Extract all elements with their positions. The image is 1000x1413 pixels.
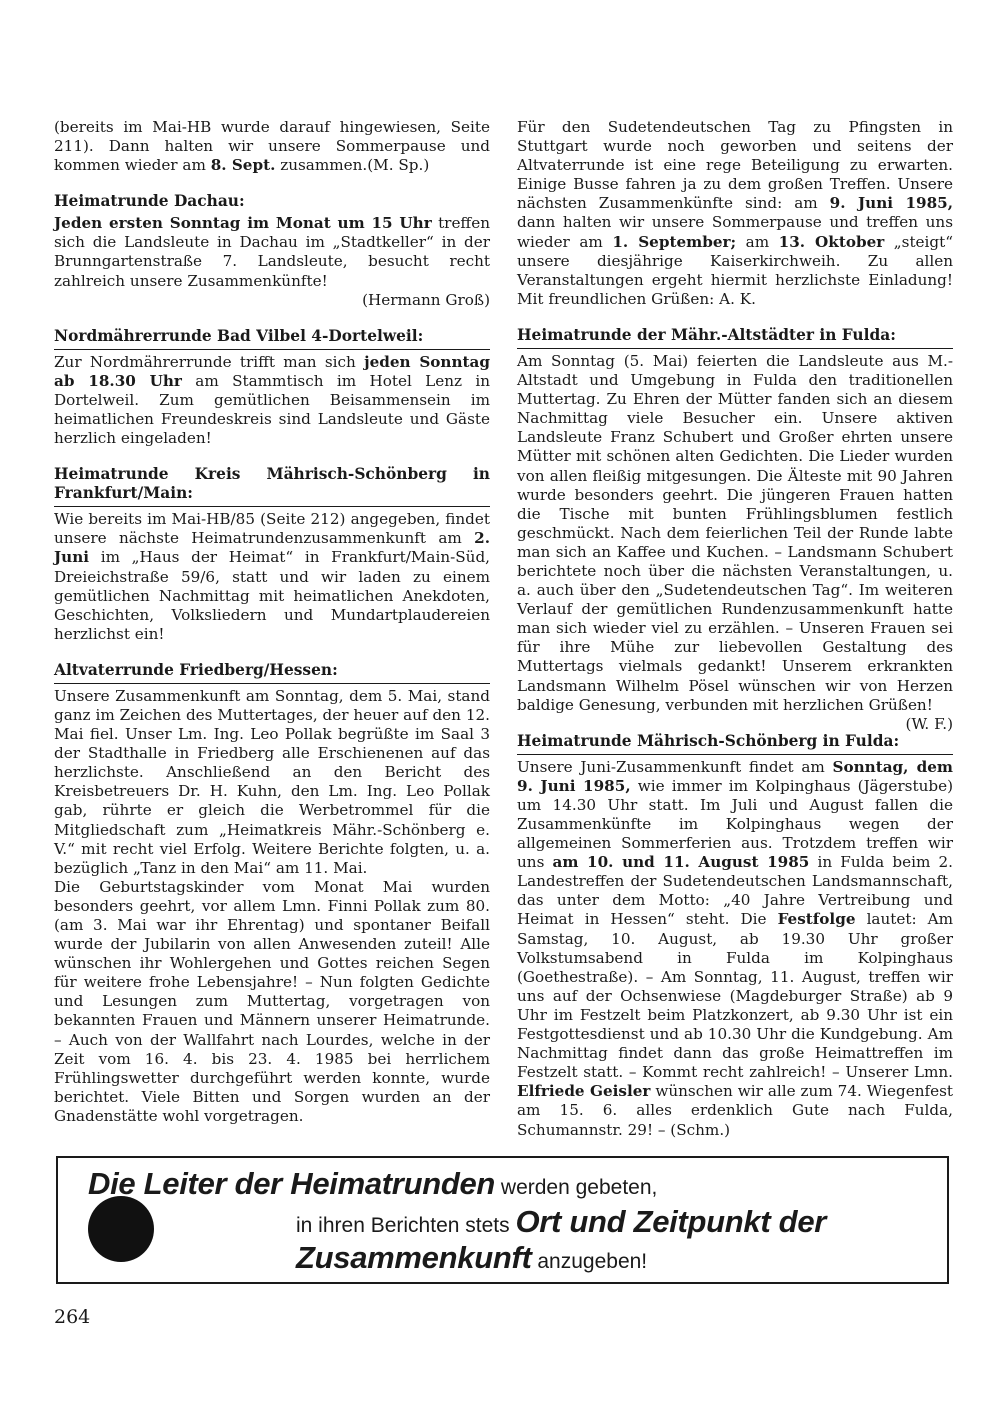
heading-frankfurt: Heimatrunde Kreis Mährisch-Schönberg in Frankfurt/Main: bbox=[54, 465, 490, 503]
intro-paragraph: (bereits im Mai-HB wurde darauf hingewiesen, Seite 211). Dann halten wir unsere Sommerpause und kommen wieder am 8. Sept. zusammen.(M. Sp.) bbox=[54, 118, 490, 175]
heading-rule bbox=[517, 754, 953, 755]
vilbel-paragraph: Zur Nordmährerrunde trifft man sich jeden Sonntag ab 18.30 Uhr am Stammtisch im Hotel Lenz in Dortelweil. Zum gemütlichen Beisammensein im heimatlichen Freundeskreis sind Landsleute und Gäste herzlich eingeladen! bbox=[54, 352, 490, 448]
left-column bbox=[54, 118, 490, 1143]
intro-continuation bbox=[54, 118, 490, 175]
altstaedter-paragraph: Am Sonntag (5. Mai) feierten die Landsleute aus M.-Altstadt und Umgebung in Fulda den traditionellen Muttertag. Zu Ehren der Mütter fanden sich an diesem Nachmittag viele Besucher ein. Unsere aktiven Landsleute Franz Schubert und Großer ehrten unsere Mütter mit schönen alten Gedichten. Die Lieder wurden von allen fleißig mitgesungen. Die Älteste mit 90 Jahren wurde besonders geehrt. Die jüngeren Frauen hatten die Tische mit bunten Frühlingsblumen festlich geschmückt. Nach dem feierlichen Teil der Runde labte man sich an Kaffee und Kuchen. – Landsmann Schubert berichtete noch über die nächsten Veranstaltungen, u. a. auch über den „Sudetendeutschen Tag“. Im weiteren Verlauf der gemütlichen Rundenzusammenkunft hatte man sich wieder viel zu erzählen. – Unseren Frauen sei für ihre Mühe zur liebevollen Gestaltung des Muttertags vielmals gedankt! Unserem erkrankten Landsmann Wilhelm Pösel wünschen wir von Herzen baldige Genesung, verbunden mit herzlichen Grüßen! (W. F.) bbox=[517, 351, 953, 733]
notice-box bbox=[56, 1156, 949, 1284]
sudeten-paragraph: Für den Sudetendeutschen Tag zu Pfingsten in Stuttgart wurde noch geworben und seitens der Altvaterrunde ist eine rege Beteiligung zu erwarten. Einige Busse fahren ja zu dem großen Treffen. Unsere nächsten Zusammenkünfte sind: am 9. Juni 1985, dann halten wir unsere Sommerpause und treffen uns wieder am 1. September; am 13. Oktober „steigt“ unsere diesjährige Kaiserkirchweih. Zu allen Veranstaltungen ergeht hiermit herzlichste Einladung! Mit freundlichen Grüßen: A. K. bbox=[517, 118, 954, 308]
heading-friedberg: Altvaterrunde Friedberg/Hessen: bbox=[54, 660, 338, 679]
friedberg-paragraph-1: Unsere Zusammenkunft am Sonntag, dem 5. Mai, stand ganz im Zeichen des Muttertages, der heuer auf den 12. Mai fiel. Unser Lm. Ing. Leo Pollak begrüßte im Saal 3 der Stadthalle in Friedberg alle Erschienenen auf das herzlichste. Anschließend an den Bericht des Kreisbetreuers Dr. H. Kuhn, den Lm. Ing. Leo Pollak gab, rührte er gleich die Werbetrommel für die Mitgliedschaft zum „Heimatkreis Mähr.-Schönberg e. V.“ mit recht viel Erfolg. Weitere Berichte folgten, u. a. bezüglich „Tanz in den Mai“ am 11. Mai. bbox=[54, 686, 490, 877]
heading-rule bbox=[54, 506, 490, 507]
fulda-paragraph: Unsere Juni-Zusammenkunft findet am Sonntag, dem 9. Juni 1985, wie immer im Kolpinghaus (Jägerstube) um 14.30 Uhr statt. Im Juli und August fallen die Zusammenkünfte im Kolpinghaus wegen der allgemeinen Sommerferien aus. Trotzdem treffen wir uns am 10. und 11. August 1985 in Fulda beim 2. Landestreffen der Sudetendeutschen Landsmannschaft, das unter dem Motto: „40 Jahre Vertreibung und Heimat in Hessen“ steht. Die Festfolge lautet: Am Samstag, 10. August, ab 19.30 Uhr großer Volkstumsabend in Fulda im Kolpinghaus (Goethestraße). – Am Sonntag, 11. August, treffen wir uns auf der Ochsenwiese (Magdeburger Straße) ab 9 Uhr im Festzelt beim Platzkonzert, ab 9.30 Uhr ist ein Festgottesdienst und ab 10.30 Uhr die Kundgebung. Am Nachmittag findet dann das große Heimattreffen im Festzelt statt. – Kommt recht zahlreich! – Unserer Lmn. Elfriede Geisler wünschen wir alle zum 74. Wiegenfest am 15. 6. alles erdenklich Gute nach Fulda, Schumannstr. 29! – (Schm.) bbox=[517, 757, 954, 1139]
heading-rule bbox=[54, 349, 490, 350]
heading-dachau: Heimatrunde Dachau: bbox=[54, 192, 245, 211]
notice-line-1: Die Leiter der Heimatrunden werden gebeten, bbox=[88, 1166, 658, 1201]
section-dachau bbox=[54, 192, 490, 309]
section-frankfurt bbox=[54, 465, 490, 644]
heading-rule bbox=[517, 348, 953, 349]
section-friedberg bbox=[54, 661, 490, 1126]
frankfurt-paragraph: Wie bereits im Mai-HB/85 (Seite 212) angegeben, findet unsere nächste Heimatrundenzusammenkunft am 2. Juni im „Haus der Heimat“ in Frankfurt/Main-Süd, Dreieichstraße 59/6, statt und wir laden zu einem gemütlichen Nachmittag mit heimatlichen Anekdoten, Geschichten, Volksliedern und Mundartplaudereien herzlichst ein! bbox=[54, 510, 490, 643]
section-altstaedter bbox=[517, 325, 953, 733]
section-fulda bbox=[517, 732, 953, 1140]
altstaedter-signature: (W. F.) bbox=[905, 714, 953, 733]
notice-line-3: Zusammenkunft anzugeben! bbox=[296, 1240, 648, 1275]
notice-line-2: in ihren Berichten stets Ort und Zeitpunkt der bbox=[296, 1204, 827, 1239]
bullet-dot-icon bbox=[88, 1196, 154, 1262]
heading-fulda: Heimatrunde Mährisch-Schönberg in Fulda: bbox=[517, 731, 900, 750]
page-number: 264 bbox=[54, 1306, 91, 1328]
heading-rule bbox=[54, 683, 490, 684]
heading-vilbel: Nordmährerrunde Bad Vilbel 4-Dortelweil: bbox=[54, 326, 424, 345]
right-column bbox=[517, 118, 953, 1157]
heading-altstaedter: Heimatrunde der Mähr.-Altstädter in Fulda: bbox=[517, 325, 896, 344]
dachau-signature: (Hermann Groß) bbox=[362, 290, 490, 309]
section-vilbel bbox=[54, 327, 490, 448]
dachau-paragraph: Jeden ersten Sonntag im Monat um 15 Uhr treffen sich die Landsleute in Dachau im „Stadtkeller“ in der Brunngartenstraße 7. Landsleute, besucht recht zahlreich unsere Zusammenkünfte! bbox=[54, 214, 490, 290]
sudeten-continuation bbox=[517, 118, 953, 309]
friedberg-paragraph-2: Die Geburtstagskinder vom Monat Mai wurden besonders geehrt, vor allem Lmn. Finni Pollak zum 80. (am 3. Mai war ihr Ehrentag) und spontaner Beifall wurde der Jubilarin von allen Anwesenden zuteil! Alle wünschen ihr Wohlergehen und Gottes reichen Segen für weitere frohe Lebensjahre! – Nun folgten Gedichte und Lesungen zum Muttertag, vorgetragen von bekannten Frauen und Männern unserer Heimatrunde. – Auch von der Wallfahrt nach Lourdes, welche in der Zeit vom 16. 4. bis 23. 4. 1985 bei herrlichem Frühlingswetter durchgeführt werden konnte, wurde berichtet. Viele Bitten und Sorgen wurden an der Gnadenstätte wohl vorgetragen. bbox=[54, 877, 490, 1125]
